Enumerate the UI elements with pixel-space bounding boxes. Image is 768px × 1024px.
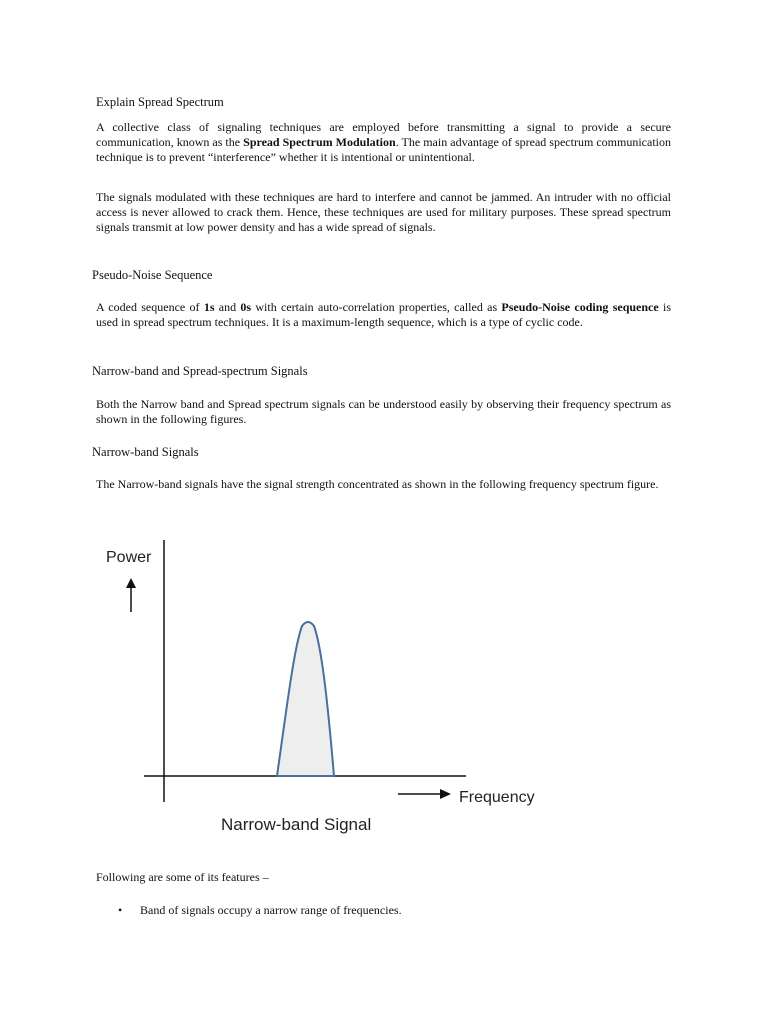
frequency-axis-label: Frequency <box>459 789 535 806</box>
narrow-band-paragraph: The Narrow-band signals have the signal strength concentrated as shown in the following frequency spectrum figure. <box>96 477 659 491</box>
narrow-band-diagram <box>100 530 560 850</box>
narrow-spread-paragraph: Both the Narrow band and Spread spectrum signals can be understood easily by observing their frequency spectrum as shown in the following figures. <box>96 397 671 426</box>
second-paragraph: The signals modulated with these techniques are hard to interfere and cannot be jammed. An intruder with no official access is never allowed to crack them. Hence, these techniques are used for military purposes. These spread spectrum signals transmit at low power density and has a wide spread of signals. <box>96 190 671 234</box>
power-arrow-icon <box>126 578 136 612</box>
figure-caption: Narrow-band Signal <box>221 815 372 834</box>
narrow-band-figure <box>100 530 560 850</box>
pseudo-noise-paragraph: A coded sequence of 1s and 0s with certain auto-correlation properties, called as Pseudo-Noise coding sequence is used in spread spectrum techniques. It is a maximum-length sequence, which is a type of cyclic code. <box>96 300 671 329</box>
feature-text: Band of signals occupy a narrow range of frequencies. <box>140 903 402 917</box>
narrow-band-signal-curve <box>277 622 334 776</box>
heading-narrow-spread: Narrow-band and Spread-spectrum Signals <box>92 364 308 378</box>
term-0s: 0s <box>240 300 252 314</box>
features-intro: Following are some of its features – <box>96 870 269 884</box>
bullet-icon: • <box>118 903 123 917</box>
intro-paragraph: A collective class of signaling techniques are employed before transmitting a signal to provide a secure communication, known as the Spread Spectrum Modulation. The main advantage of spread spectrum communication technique is to prevent “interference” whether it is intentional or unintentional. <box>96 120 671 164</box>
page-title: Explain Spread Spectrum <box>96 95 224 109</box>
frequency-arrow-icon <box>398 789 451 799</box>
heading-pseudo-noise: Pseudo-Noise Sequence <box>92 268 213 282</box>
heading-narrow-band: Narrow-band Signals <box>92 445 199 459</box>
power-axis-label: Power <box>106 549 152 566</box>
term-1s: 1s <box>203 300 215 314</box>
term-spread-spectrum-modulation: Spread Spectrum Modulation <box>243 135 396 149</box>
term-pseudo-noise-coding-sequence: Pseudo-Noise coding sequence <box>501 300 659 314</box>
